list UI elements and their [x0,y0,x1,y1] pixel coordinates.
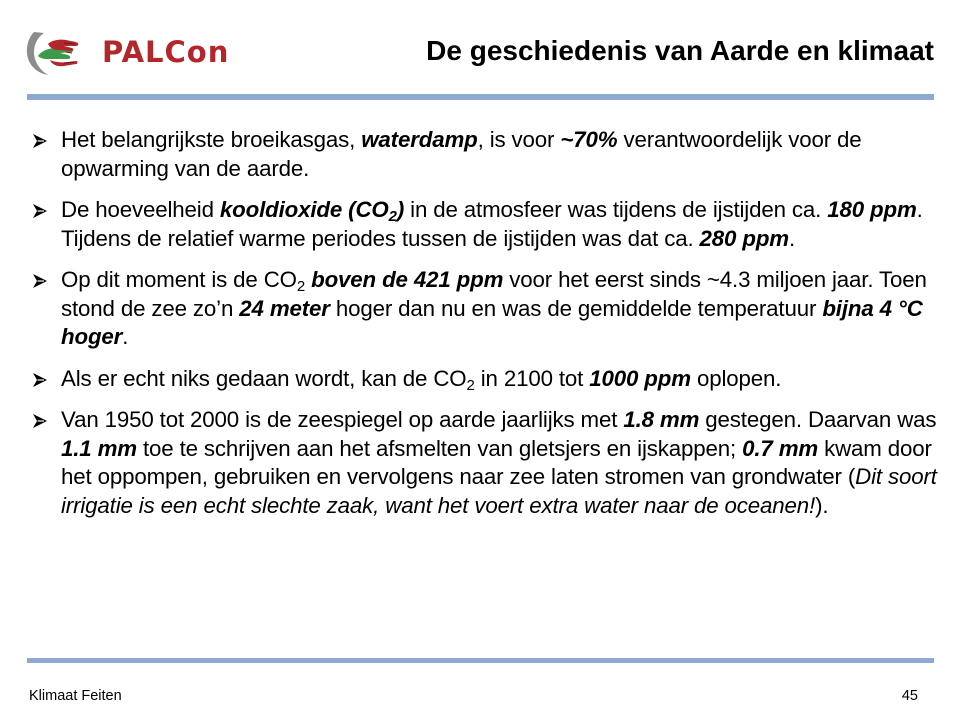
bullet-text: toe te schrijven aan het afsmelten van gletsjers en ijskappen; [136,435,743,461]
bullet-text: , is voor [477,127,561,152]
bullet-text: 1000 ppm [589,365,691,391]
bullet-item [32,126,944,183]
logo-text: PALCon [102,35,230,69]
arrow-bullet-icon [32,203,49,219]
bullet-text: Op dit moment is de CO [61,267,297,292]
bullet-text: . Tijdens de relatief warme periodes tussen de ijstijden was dat ca. [61,197,923,251]
bullet-text: bijna 4 °C hoger [61,295,923,349]
bullet-text: gestegen. Daarvan was [699,407,937,432]
bullet-text: in 2100 tot [474,365,590,391]
bullet-item [32,196,944,253]
bullet-item [32,266,944,352]
bullet-text: Van 1950 tot 2000 is de zeespiegel op aarde jaarlijks met [61,407,624,432]
bullet-text: boven de 421 ppm [311,267,504,292]
bullet-list [32,126,944,520]
arrow-bullet-icon [32,133,49,149]
bullet-text: 1.1 mm [61,435,137,461]
bottom-divider [27,658,934,663]
bullet-text: Dit soort irrigatie is een echt slechte zaak, want het voert extra water naar de oceanen! [61,464,937,518]
bullet-text: 24 meter [239,295,330,321]
bullet-text: in de atmosfeer was tijdens de ijstijden ca. [404,197,828,222]
bullet-text: 280 ppm [699,225,789,251]
bullet-text: verantwoordelijk voor de opwarming van de aarde. [61,127,862,181]
bullet-text: ) [396,197,405,222]
bullet-text: voor het eerst sinds ~4.3 miljoen jaar. Toen stond de zee zo’n [61,267,927,321]
bullet-text: oplopen. [690,365,782,391]
bullet-text: Als er echt niks gedaan wordt, kan de CO [61,365,467,391]
bullet-item [32,406,944,520]
bullet-text: hoger dan nu en was de gemiddelde temperatuur [329,295,823,321]
arrow-bullet-icon [32,273,49,289]
bullet-text: Het belangrijkste broeikasgas, [61,127,362,152]
bullet-text: kwam door het oppompen, gebruiken en vervolgens naar zee laten stromen van grondwater ( [61,435,932,489]
bullet-text: 2 [466,376,475,394]
bullet-text: De hoeveelheid [61,197,220,222]
bullet-text: waterdamp [361,127,478,152]
top-divider [27,94,934,100]
footer-title: Klimaat Feiten [29,688,122,704]
bullet-text: 1.8 mm [623,407,700,432]
bullet-text: ~70% [560,127,618,152]
bullet-text: 180 ppm [827,197,917,222]
page-number: 45 [901,688,918,704]
bullet-text: ). [815,492,829,518]
bullet-text: . [122,324,129,349]
slide-title: De geschiedenis van Aarde en klimaat [426,35,934,66]
bullet-item [32,365,944,394]
palcon-logo [24,26,230,78]
palcon-hands-icon [24,26,104,78]
arrow-bullet-icon [32,372,49,388]
bullet-text: 2 [296,278,306,295]
bullet-text: 0.7 mm [742,435,819,461]
bullet-text: . [788,225,796,251]
bullet-text: kooldioxide (CO [219,197,389,222]
bullet-text: 2 [388,208,397,225]
arrow-bullet-icon [32,413,49,429]
